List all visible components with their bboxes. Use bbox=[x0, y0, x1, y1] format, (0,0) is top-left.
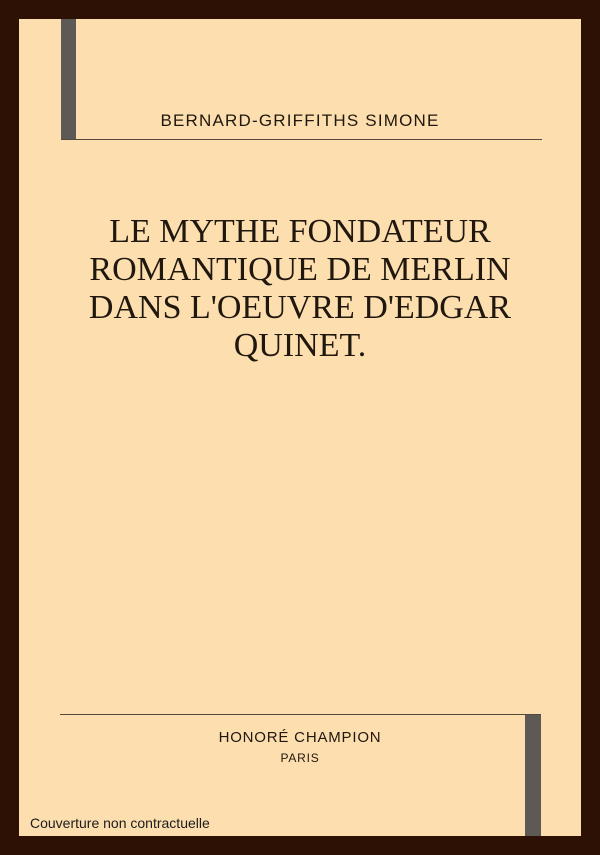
bottom-rule bbox=[60, 714, 541, 716]
top-rule bbox=[61, 139, 542, 141]
publisher-block bbox=[19, 729, 581, 765]
book-title bbox=[19, 213, 581, 365]
publisher-city: PARIS bbox=[280, 751, 320, 765]
publisher-name: HONORÉ CHAMPION bbox=[218, 729, 382, 746]
title-line-2: ROMANTIQUE DE MERLIN bbox=[89, 251, 511, 288]
title-line-3: DANS L'OEUVRE D'EDGAR bbox=[88, 289, 512, 326]
cover-disclaimer: Couverture non contractuelle bbox=[30, 815, 210, 831]
title-line-4: QUINET. bbox=[233, 327, 367, 364]
cover-page bbox=[19, 19, 581, 836]
title-line-1: LE MYTHE FONDATEUR bbox=[109, 213, 491, 250]
author-name: BERNARD-GRIFFITHS SIMONE bbox=[160, 111, 440, 130]
